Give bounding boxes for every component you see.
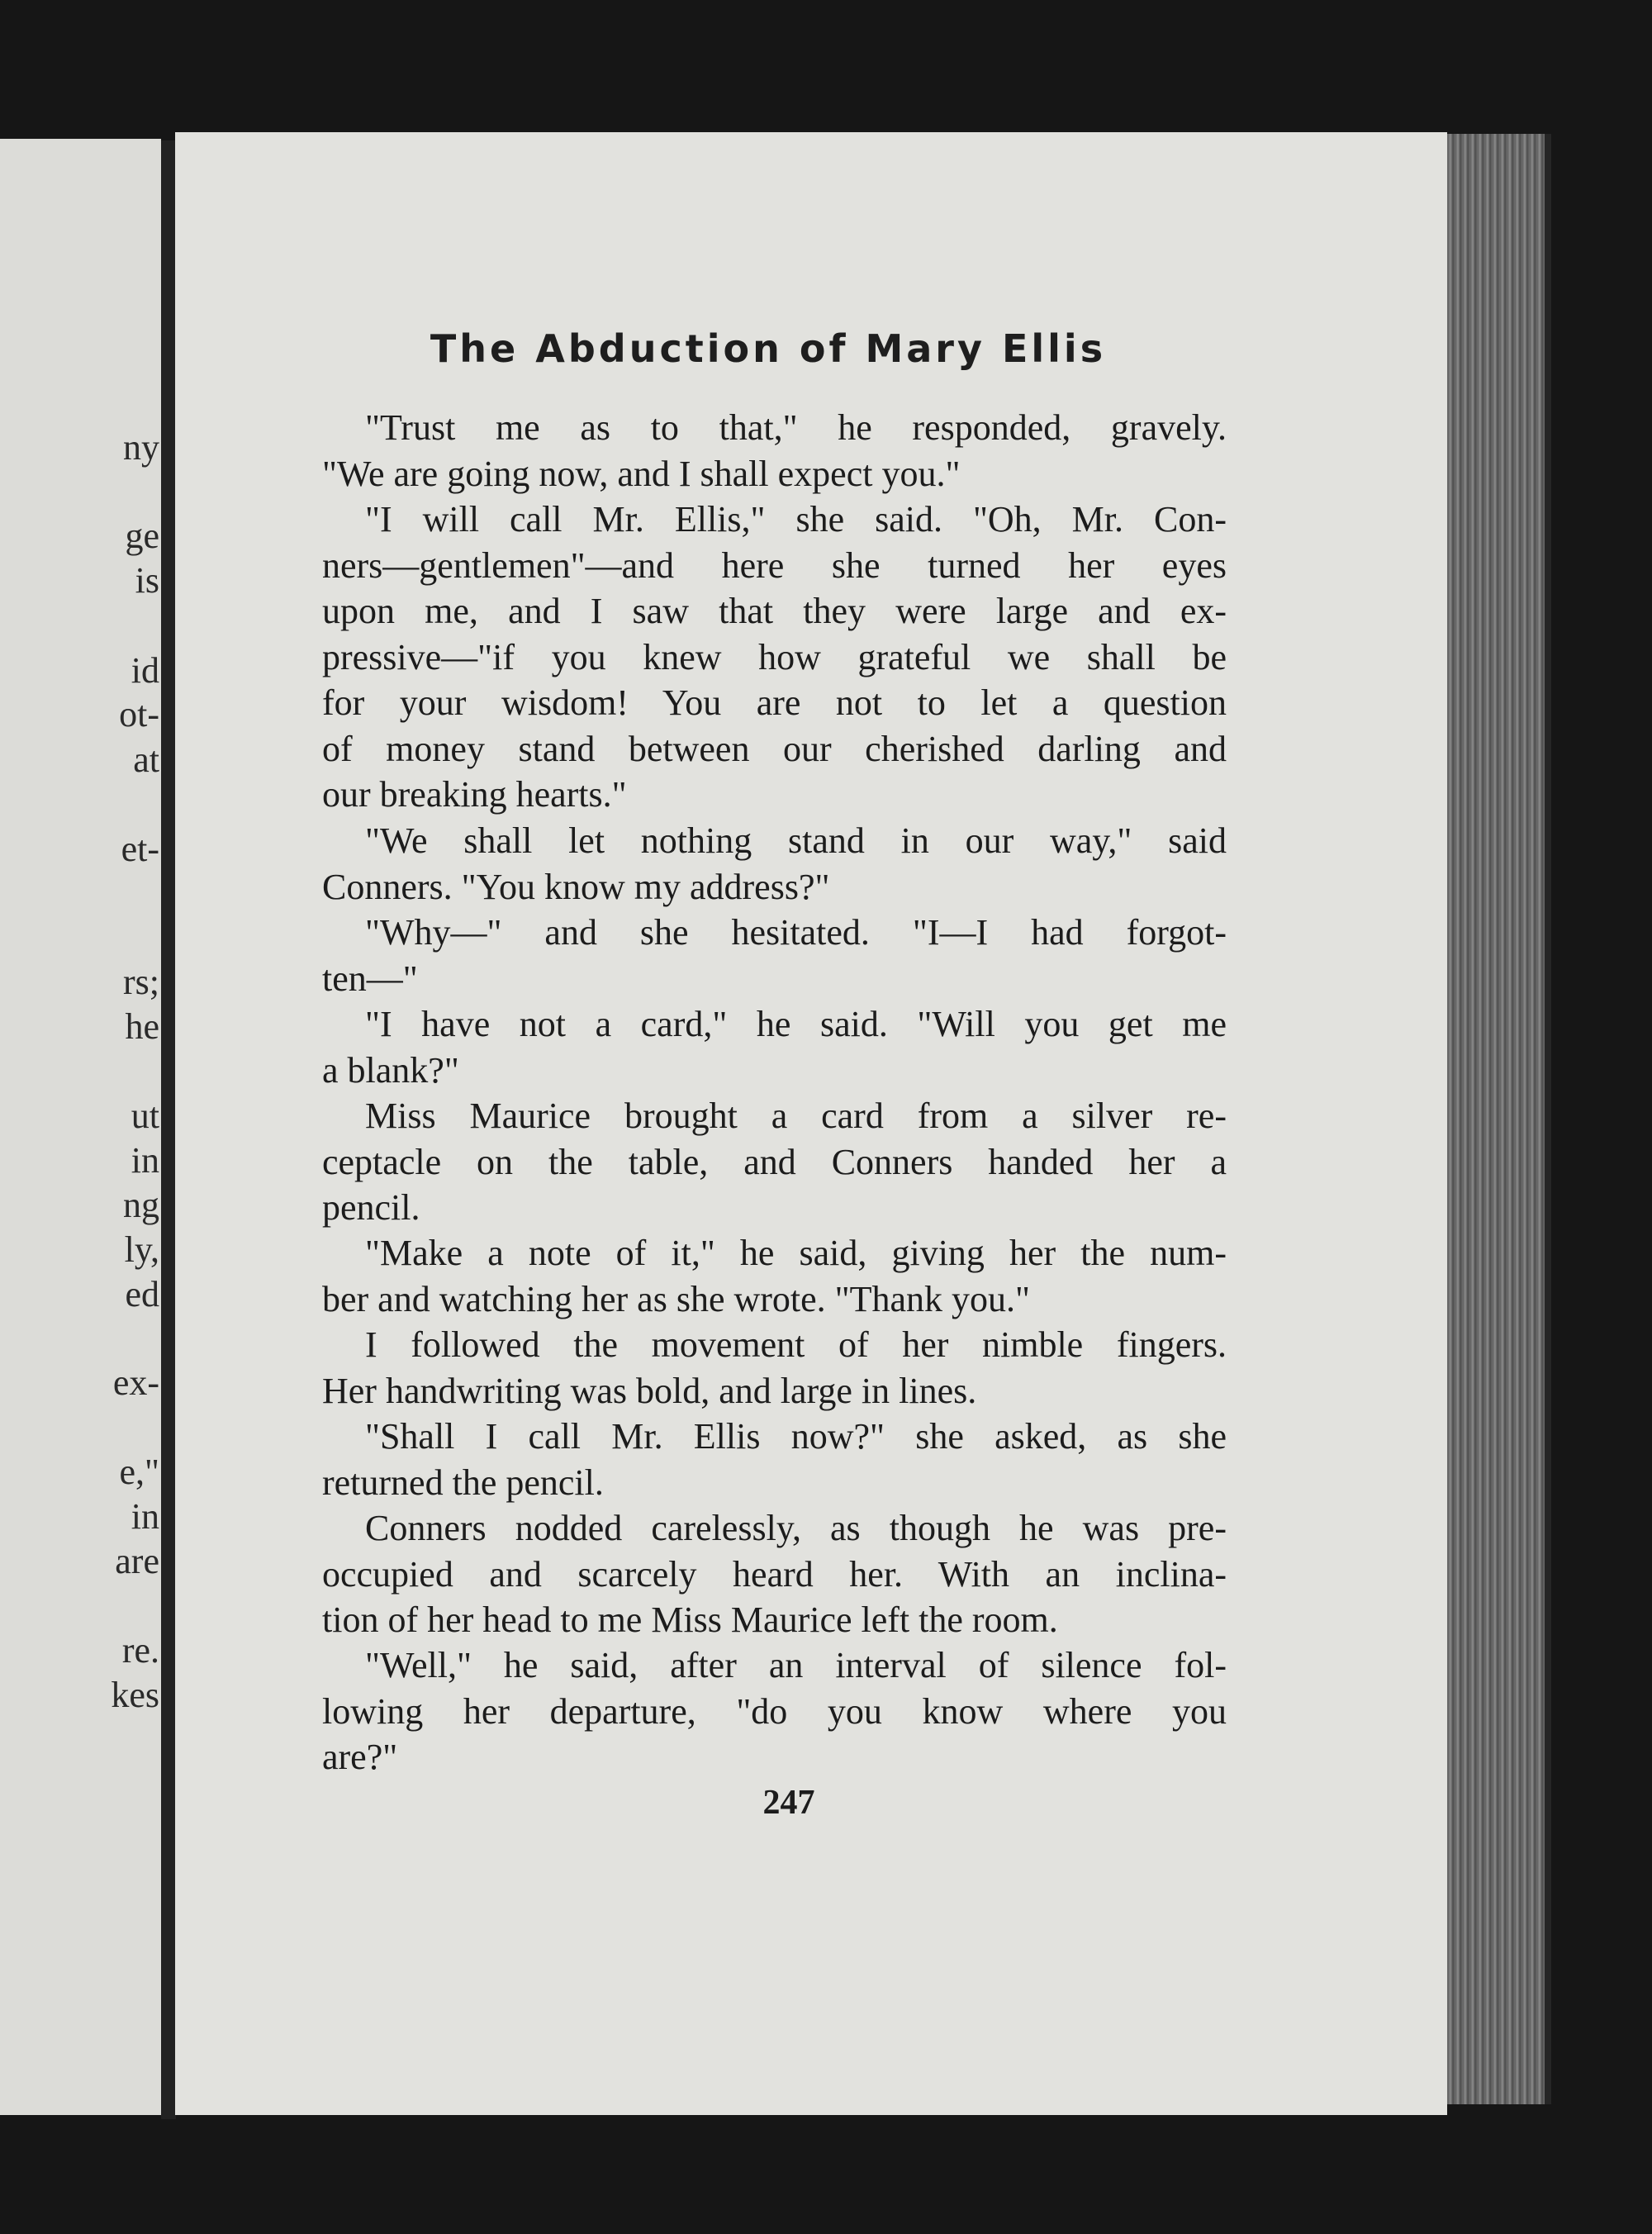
left-page-fragment: is xyxy=(135,560,159,601)
left-page-fragment: id xyxy=(131,650,159,691)
left-page-fragment: ge xyxy=(125,516,159,556)
text-line: "Well," he said, after an interval of silence fol- xyxy=(365,1645,1227,1685)
text-line: are?" xyxy=(322,1737,398,1777)
text-line: Miss Maurice brought a card from a silver re- xyxy=(365,1096,1227,1136)
paragraph xyxy=(322,497,1227,818)
text-line: "Shall I call Mr. Ellis now?" she asked, as she xyxy=(365,1416,1227,1457)
left-page-fragment: he xyxy=(125,1006,159,1047)
text-line: I followed the movement of her nimble fingers. xyxy=(365,1324,1227,1365)
left-page-fragment: in xyxy=(131,1496,159,1537)
paragraph xyxy=(322,1505,1227,1643)
text-line: tion of her head to me Miss Maurice left the room. xyxy=(322,1599,1058,1640)
text-line: Conners nodded carelessly, as though he was pre- xyxy=(365,1508,1227,1548)
paragraph xyxy=(322,910,1227,1001)
text-line: "I will call Mr. Ellis," she said. "Oh, Mr. Con- xyxy=(365,499,1227,539)
text-line: of money stand between our cherished darling and xyxy=(322,728,1227,769)
running-head: The Abduction of Mary Ellis xyxy=(430,326,1107,371)
text-line: "Trust me as to that," he responded, gravely. xyxy=(365,407,1227,448)
text-line: pressive—"if you knew how grateful we shall be xyxy=(322,636,1227,677)
paragraph xyxy=(322,1322,1227,1414)
paragraph xyxy=(322,1230,1227,1322)
left-page-fragment: re. xyxy=(121,1630,159,1671)
left-page-fragment: rs; xyxy=(123,962,159,1002)
paragraph xyxy=(322,1093,1227,1231)
left-page-fragment: e," xyxy=(119,1452,159,1492)
text-line: "We shall let nothing stand in our way," said xyxy=(365,820,1227,861)
page-number: 247 xyxy=(762,1784,815,1822)
text-line: returned the pencil. xyxy=(322,1462,604,1503)
left-page-fragment: ng xyxy=(123,1185,159,1225)
left-page-fragment: et- xyxy=(121,829,159,869)
paragraph xyxy=(322,405,1227,497)
left-page-fragment: at xyxy=(133,739,159,780)
left-page xyxy=(0,139,161,2115)
text-line: occupied and scarcely heard her. With an inclina- xyxy=(322,1553,1227,1595)
left-page-fragment: ly, xyxy=(124,1229,159,1270)
left-page-fragment: ut xyxy=(131,1096,159,1136)
left-page-fragment: are xyxy=(115,1541,159,1581)
left-page-fragment: ny xyxy=(123,427,159,468)
text-line: ners—gentlemen"—and here she turned her eyes xyxy=(322,544,1227,586)
text-line: ten—" xyxy=(322,958,418,999)
left-page-fragment: ot- xyxy=(119,694,159,734)
text-line: for your wisdom! You are not to let a question xyxy=(322,682,1227,723)
text-line: "I have not a card," he said. "Will you get me xyxy=(365,1004,1227,1044)
text-line: "Make a note of it," he said, giving her the num- xyxy=(365,1233,1227,1273)
left-page-fragment: in xyxy=(131,1140,159,1181)
paragraph xyxy=(322,1001,1227,1093)
text-line: ceptacle on the table, and Conners handed her a xyxy=(322,1141,1227,1182)
text-line: ber and watching her as she wrote. "Thank you." xyxy=(322,1278,1030,1319)
page-edges xyxy=(1433,134,1551,2104)
text-line: upon me, and I saw that they were large and ex- xyxy=(322,591,1227,631)
left-page-fragment: ed xyxy=(125,1274,159,1314)
paragraph xyxy=(322,1414,1227,1505)
paragraph xyxy=(322,818,1227,910)
text-line: Her handwriting was bold, and large in lines. xyxy=(322,1370,977,1411)
text-line: Conners. "You know my address?" xyxy=(322,866,830,907)
book-gutter xyxy=(161,140,176,2119)
text-line: pencil. xyxy=(322,1187,420,1228)
text-line: "Why—" and she hesitated. "I—I had forgot- xyxy=(365,912,1227,953)
text-line: lowing her departure, "do you know where you xyxy=(322,1690,1227,1732)
paragraph xyxy=(322,1642,1227,1780)
left-page-fragment: kes xyxy=(111,1675,159,1715)
left-page-fragment: ex- xyxy=(112,1362,159,1403)
text-line: "We are going now, and I shall expect you." xyxy=(322,453,961,494)
text-line: a blank?" xyxy=(322,1049,459,1091)
text-line: our breaking hearts." xyxy=(322,774,627,815)
